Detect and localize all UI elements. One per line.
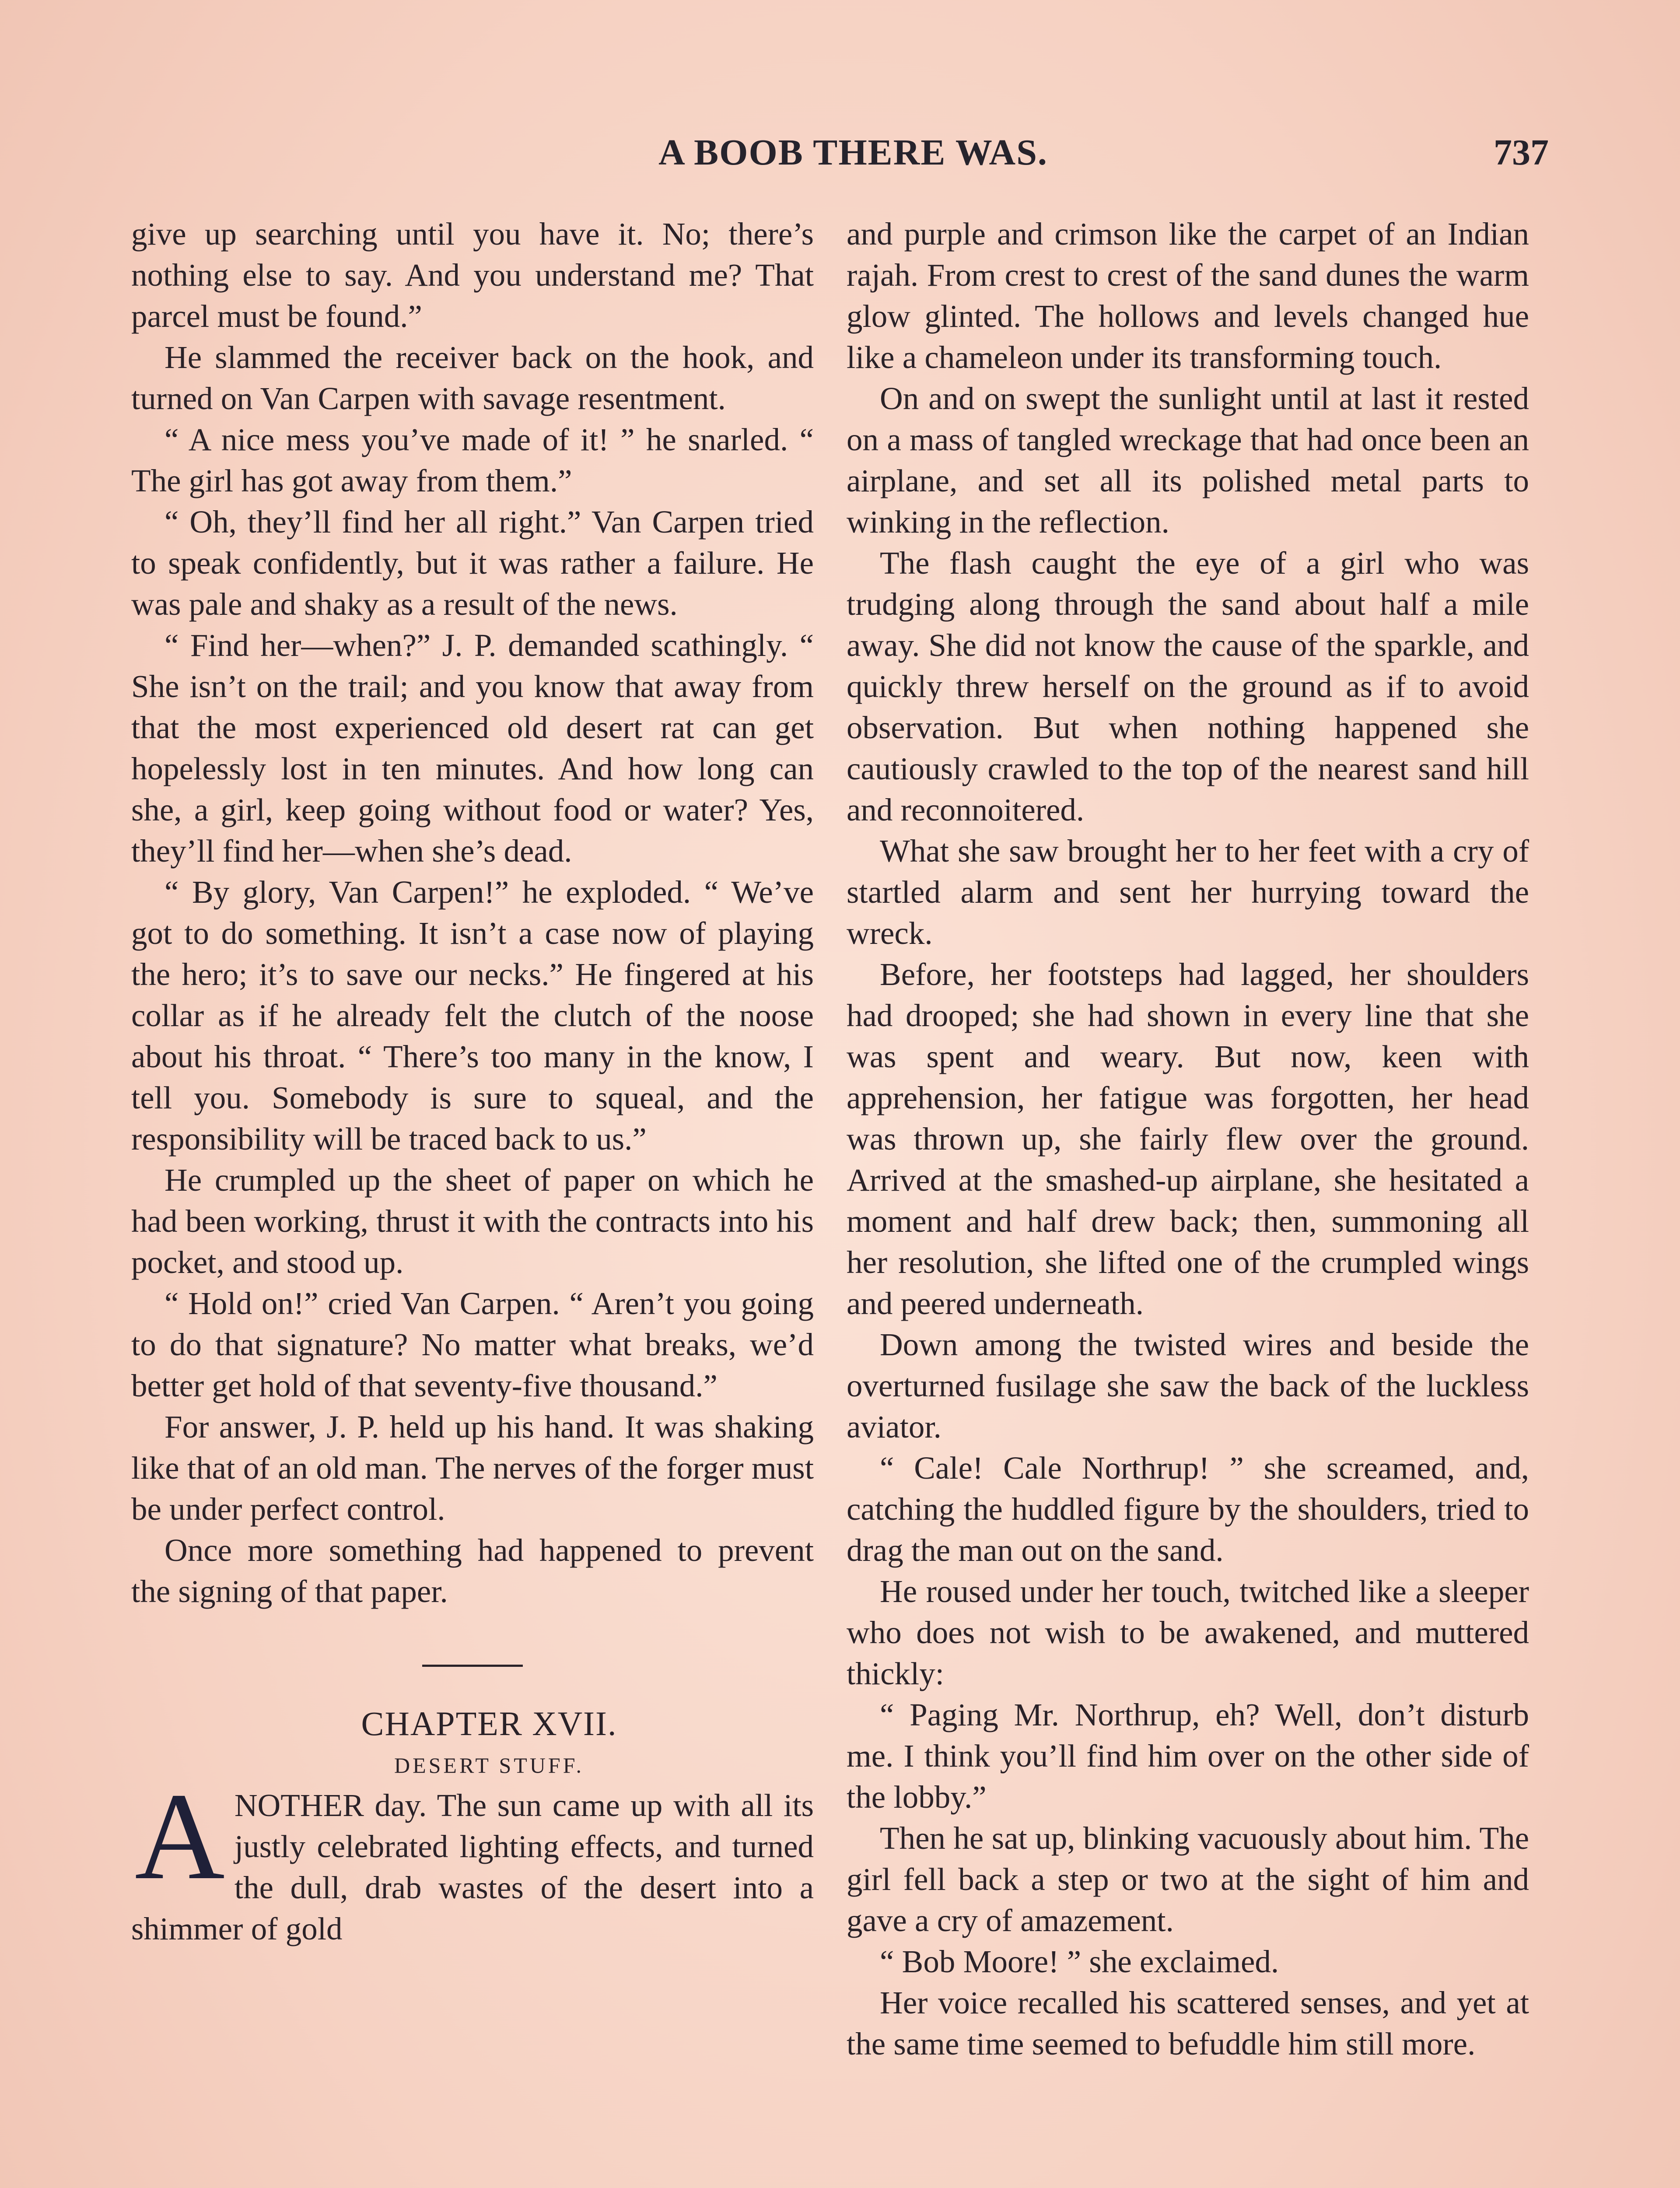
paragraph: Her voice recalled his scattered senses, and yet at the same time seemed to befuddle him still more. <box>847 1985 1529 2062</box>
page-number: 737 <box>1494 132 1549 173</box>
paragraph: “ Paging Mr. Northrup, eh? Well, don’t disturb me. I think you’ll find him over on the other side of the lobby.” <box>847 1697 1529 1815</box>
drop-cap: A <box>135 1767 225 1905</box>
paragraph: He slammed the receiver back on the hook, and turned on Van Carpen with savage resentment. <box>131 340 814 416</box>
paragraph: “ Oh, they’ll find her all right.” Van Carpen tried to speak confidently, but it was rather a failure. He was pale and shaky as a result of the news. <box>131 504 814 622</box>
paragraph: and purple and crimson like the carpet of an Indian rajah. From crest to crest of the sand dunes the warm glow glinted. The hollows and levels changed hue like a chameleon under its transforming touch. <box>847 216 1529 375</box>
running-title: A BOOB THERE WAS. <box>658 132 1048 173</box>
chapter-title: CHAPTER XVII. <box>361 1704 617 1743</box>
paragraph: What she saw brought her to her feet with a cry of startled alarm and sent her hurrying toward the wreck. <box>847 833 1529 951</box>
paragraph: Down among the twisted wires and beside the overturned fusilage she saw the back of the luckless aviator. <box>847 1327 1529 1445</box>
paragraph: Then he sat up, blinking vacuously about him. The girl fell back a step or two at the sight of him and gave a cry of amazement. <box>847 1820 1529 1938</box>
paragraph: give up searching until you have it. No; there’s nothing else to say. And you understand me? That parcel must be found.” <box>131 216 814 334</box>
chapter-opening <box>131 1767 814 1950</box>
chapter-opening-text: NOTHER day. The sun came up with all its justly celebrated lighting effects, and turned the dull, drab wastes of the desert into a shimmer of gold <box>131 1788 814 1946</box>
paragraph: Before, her footsteps had lagged, her shoulders had drooped; she had shown in every line that she was spent and weary. But now, keen with apprehension, her fatigue was forgotten, her head was thrown up, she fairly flew over the ground. Arrived at the smashed-up airplane, she hesitated a moment and half drew back; then, summoning all her resolution, she lifted one of the crumpled wings and peered underneath. <box>847 957 1529 1321</box>
paragraph: On and on swept the sunlight until at last it rested on a mass of tangled wreckage that had once been an airplane, and set all its polished metal parts to winking in the reflection. <box>847 381 1529 540</box>
paragraph: “ Cale! Cale Northrup! ” she screamed, and, catching the huddled figure by the shoulders, tried to drag the man out on the sand. <box>847 1450 1529 1568</box>
section-divider <box>422 1665 523 1667</box>
paragraph: For answer, J. P. held up his hand. It was shaking like that of an old man. The nerves of the forger must be under perfect control. <box>131 1409 814 1527</box>
paragraph: “ Hold on!” cried Van Carpen. “ Aren’t you going to do that signature? No matter what breaks, we’d better get hold of that seventy-five thousand.” <box>131 1286 814 1403</box>
chapter-subtitle: DESERT STUFF. <box>394 1753 584 1778</box>
paragraph: “ Find her—when?” J. P. demanded scathingly. “ She isn’t on the trail; and you know that away from that the most experienced old desert rat can get hopelessly lost in ten minutes. And how long can she, a girl, keep going without food or water? Yes, they’ll find her—when she’s dead. <box>131 628 814 869</box>
paragraph: The flash caught the eye of a girl who was trudging along through the sand about half a mile away. She did not know the cause of the sparkle, and quickly threw herself on the ground as if to avoid observation. But when nothing happened she cautiously crawled to the top of the nearest sand hill and reconnoitered. <box>847 545 1529 828</box>
paragraph: Once more something had happened to prevent the signing of that paper. <box>131 1532 814 1609</box>
paragraph: “ Bob Moore! ” she exclaimed. <box>880 1944 1279 1979</box>
paragraph: “ By glory, Van Carpen!” he exploded. “ We’ve got to do something. It isn’t a case now of playing the hero; it’s to save our necks.” He fingered at his collar as if he already felt the clutch of the noose about his throat. “ There’s too many in the know, I tell you. Somebody is sure to squeal, and the responsibility will be traced back to us.” <box>131 874 814 1157</box>
paragraph: He crumpled up the sheet of paper on which he had been working, thrust it with the contracts into his pocket, and stood up. <box>131 1162 814 1280</box>
right-column <box>847 214 1529 2065</box>
left-column <box>131 214 814 1950</box>
paragraph: He roused under her touch, twitched like a sleeper who does not wish to be awakened, and muttered thickly: <box>847 1574 1529 1691</box>
paragraph: “ A nice mess you’ve made of it! ” he snarled. “ The girl has got away from them.” <box>131 422 814 498</box>
